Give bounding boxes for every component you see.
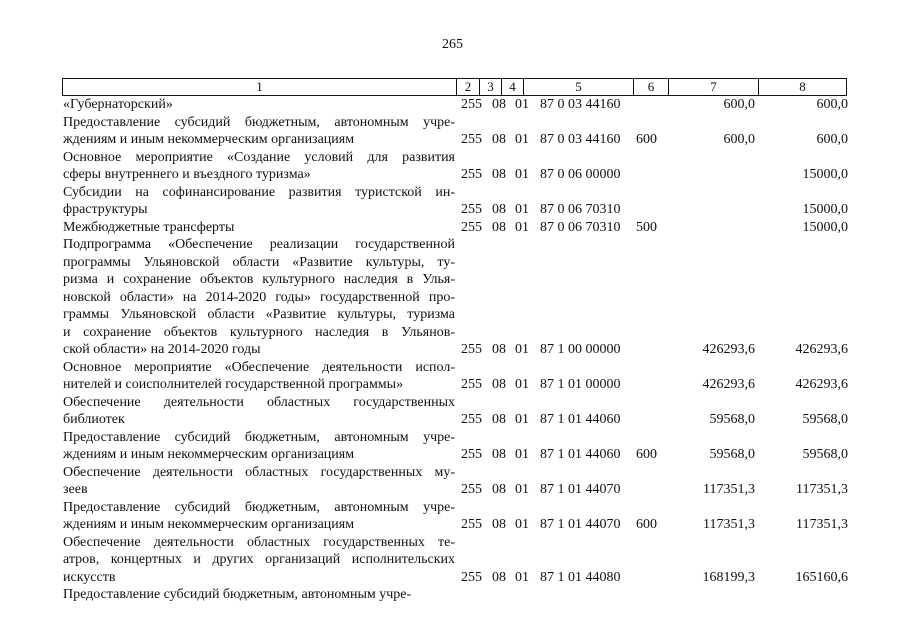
table-row-description xyxy=(63,499,455,534)
table-cell-c4: 01 xyxy=(515,342,529,357)
table-cell-c3: 08 xyxy=(492,482,506,497)
table-cell-c4: 01 xyxy=(515,167,529,182)
header-col-3: 3 xyxy=(479,79,501,95)
table-cell-c5: 87 0 06 70310 xyxy=(540,202,621,217)
table-cell-c7: 426293,6 xyxy=(702,377,755,392)
table-cell-c8: 600,0 xyxy=(816,97,848,112)
table-row-description xyxy=(63,96,455,114)
description-line: нителей и соисполнителей государственной программы» xyxy=(63,377,404,392)
table-cell-c8: 59568,0 xyxy=(802,447,848,462)
table-cell-c5: 87 1 01 44060 xyxy=(540,447,621,462)
description-line: ждениям и иным некоммерческим организациям xyxy=(63,447,355,462)
table-cell-c2: 255 xyxy=(461,167,482,182)
table-cell-c3: 08 xyxy=(492,202,506,217)
table-cell-c8: 15000,0 xyxy=(802,219,848,235)
table-cell-c2: 255 xyxy=(461,219,482,235)
table-row-description xyxy=(63,219,455,237)
table-cell-c7: 117351,3 xyxy=(703,482,755,497)
table-row-description xyxy=(63,149,455,184)
description-line: Обеспечение деятельности областных государственных те- xyxy=(63,534,455,550)
table-cell-c4: 01 xyxy=(515,97,529,112)
table-cell-c7: 600,0 xyxy=(723,97,755,112)
description-line: Обеспечение деятельности областных государственных му- xyxy=(63,464,455,480)
description-line: фраструктуры xyxy=(63,202,148,217)
table-cell-c7: 600,0 xyxy=(723,132,755,147)
header-col-6: 6 xyxy=(633,79,668,95)
table-cell-c8: 117351,3 xyxy=(796,482,848,497)
table-cell-c5: 87 0 06 00000 xyxy=(540,167,621,182)
table-row-description xyxy=(63,429,455,464)
description-line: ризма и сохранение объектов культурного наследия в Улья- xyxy=(63,272,455,287)
table-cell-c8: 15000,0 xyxy=(802,202,848,217)
table-cell-c7: 168199,3 xyxy=(702,569,755,585)
table-row-description xyxy=(63,184,455,219)
table-cell-c6: 600 xyxy=(636,132,657,147)
description-line: сферы внутреннего и въездного туризма» xyxy=(63,167,311,182)
table-cell-c3: 08 xyxy=(492,569,506,585)
description-line: зеев xyxy=(63,482,88,497)
table-cell-c3: 08 xyxy=(492,219,506,235)
table-cell-c3: 08 xyxy=(492,412,506,427)
description-line: ждениям и иным некоммерческим организациям xyxy=(63,517,355,532)
table-cell-c2: 255 xyxy=(461,132,482,147)
table-row-description xyxy=(63,236,455,359)
description-line: и сохранение объектов культурного наследия в Ульянов- xyxy=(63,324,455,340)
description-line: программы Ульяновской области «Развитие культуры, ту- xyxy=(63,254,455,270)
description-line: Основное мероприятие «Создание условий для развития xyxy=(63,149,455,165)
table-cell-c5: 87 0 03 44160 xyxy=(540,132,621,147)
header-col-5: 5 xyxy=(523,79,633,95)
table-cell-c4: 01 xyxy=(515,377,529,392)
description-line: атров, концертных и других организаций исполнительских xyxy=(63,552,455,567)
description-line: Предоставление субсидий бюджетным, автономным учре- xyxy=(63,114,455,130)
table-cell-c8: 59568,0 xyxy=(802,412,848,427)
table-cell-c8: 15000,0 xyxy=(802,167,848,182)
table-cell-c3: 08 xyxy=(492,377,506,392)
table-cell-c8: 117351,3 xyxy=(796,517,848,532)
table-cell-c4: 01 xyxy=(515,132,529,147)
description-line: библиотек xyxy=(63,412,125,427)
page-number: 265 xyxy=(442,37,463,52)
description-line: ждениям и иным некоммерческим организациям xyxy=(63,132,355,147)
table-cell-c5: 87 1 01 44060 xyxy=(540,412,621,427)
table-cell-c3: 08 xyxy=(492,167,506,182)
table-cell-c5: 87 1 00 00000 xyxy=(540,342,621,357)
table-cell-c2: 255 xyxy=(461,412,482,427)
table-cell-c7: 117351,3 xyxy=(703,517,755,532)
table-cell-c8: 600,0 xyxy=(816,132,848,147)
table-row-description xyxy=(63,464,455,499)
description-line: Субсидии на софинансирование развития туристской ин- xyxy=(63,184,455,200)
table-cell-c3: 08 xyxy=(492,132,506,147)
description-line: Предоставление субсидий бюджетным, автономным учре- xyxy=(63,499,455,515)
header-col-2: 2 xyxy=(456,79,479,95)
table-cell-c5: 87 1 01 44070 xyxy=(540,517,621,532)
table-cell-c8: 426293,6 xyxy=(795,377,848,392)
table-row-description xyxy=(63,534,455,587)
table-cell-c2: 255 xyxy=(461,569,482,585)
description-line: Обеспечение деятельности областных государственных xyxy=(63,394,455,410)
table-cell-c3: 08 xyxy=(492,342,506,357)
table-cell-c4: 01 xyxy=(515,447,529,462)
description-line: новской области» на 2014-2020 годы» государственной про- xyxy=(63,289,455,305)
header-col-4: 4 xyxy=(501,79,523,95)
table-cell-c4: 01 xyxy=(515,517,529,532)
table-cell-c4: 01 xyxy=(515,482,529,497)
table-cell-c6: 600 xyxy=(636,447,657,462)
table-header xyxy=(62,78,847,96)
table-cell-c5: 87 0 03 44160 xyxy=(540,97,621,112)
table-cell-c2: 255 xyxy=(461,97,482,112)
table-cell-c7: 59568,0 xyxy=(709,447,755,462)
table-cell-c2: 255 xyxy=(461,517,482,532)
description-line: Основное мероприятие «Обеспечение деятельности испол- xyxy=(63,359,455,375)
table-cell-c3: 08 xyxy=(492,97,506,112)
description-line: «Губернаторский» xyxy=(63,97,173,112)
table-cell-c2: 255 xyxy=(461,482,482,497)
table-cell-c8: 426293,6 xyxy=(795,342,848,357)
description-line: Межбюджетные трансферты xyxy=(63,219,235,235)
table-cell-c4: 01 xyxy=(515,202,529,217)
table-cell-c2: 255 xyxy=(461,447,482,462)
table-cell-c5: 87 1 01 44070 xyxy=(540,482,621,497)
header-col-7: 7 xyxy=(668,79,758,95)
table-row-description xyxy=(63,114,455,149)
table-row-description xyxy=(63,359,455,394)
table-cell-c5: 87 1 01 44080 xyxy=(540,569,621,585)
table-cell-c3: 08 xyxy=(492,447,506,462)
table-cell-c8: 165160,6 xyxy=(795,569,848,585)
description-line: Предоставление субсидий бюджетным, автономным учре- xyxy=(63,429,455,445)
table-cell-c5: 87 0 06 70310 xyxy=(540,219,621,235)
description-line: Предоставление субсидий бюджетным, автономным учре- xyxy=(63,587,412,602)
table-cell-c4: 01 xyxy=(515,219,529,235)
table-cell-c6: 600 xyxy=(636,517,657,532)
table-cell-c7: 59568,0 xyxy=(709,412,755,427)
description-line: граммы Ульяновской области «Развитие культуры, туризма xyxy=(63,307,455,322)
header-col-8: 8 xyxy=(758,79,846,95)
table-row-description xyxy=(63,586,455,604)
table-cell-c2: 255 xyxy=(461,202,482,217)
table-cell-c2: 255 xyxy=(461,342,482,357)
table-cell-c6: 500 xyxy=(636,219,657,235)
header-col-1: 1 xyxy=(256,79,263,94)
table-cell-c4: 01 xyxy=(515,569,529,585)
table-cell-c5: 87 1 01 00000 xyxy=(540,377,621,392)
table-cell-c7: 426293,6 xyxy=(702,342,755,357)
table-cell-c2: 255 xyxy=(461,377,482,392)
table-cell-c3: 08 xyxy=(492,517,506,532)
description-line: Подпрограмма «Обеспечение реализации государственной xyxy=(63,237,455,252)
description-line: ской области» на 2014-2020 годы xyxy=(63,342,261,357)
description-line: искусств xyxy=(63,569,116,585)
table-row-description xyxy=(63,394,455,429)
table-cell-c4: 01 xyxy=(515,412,529,427)
